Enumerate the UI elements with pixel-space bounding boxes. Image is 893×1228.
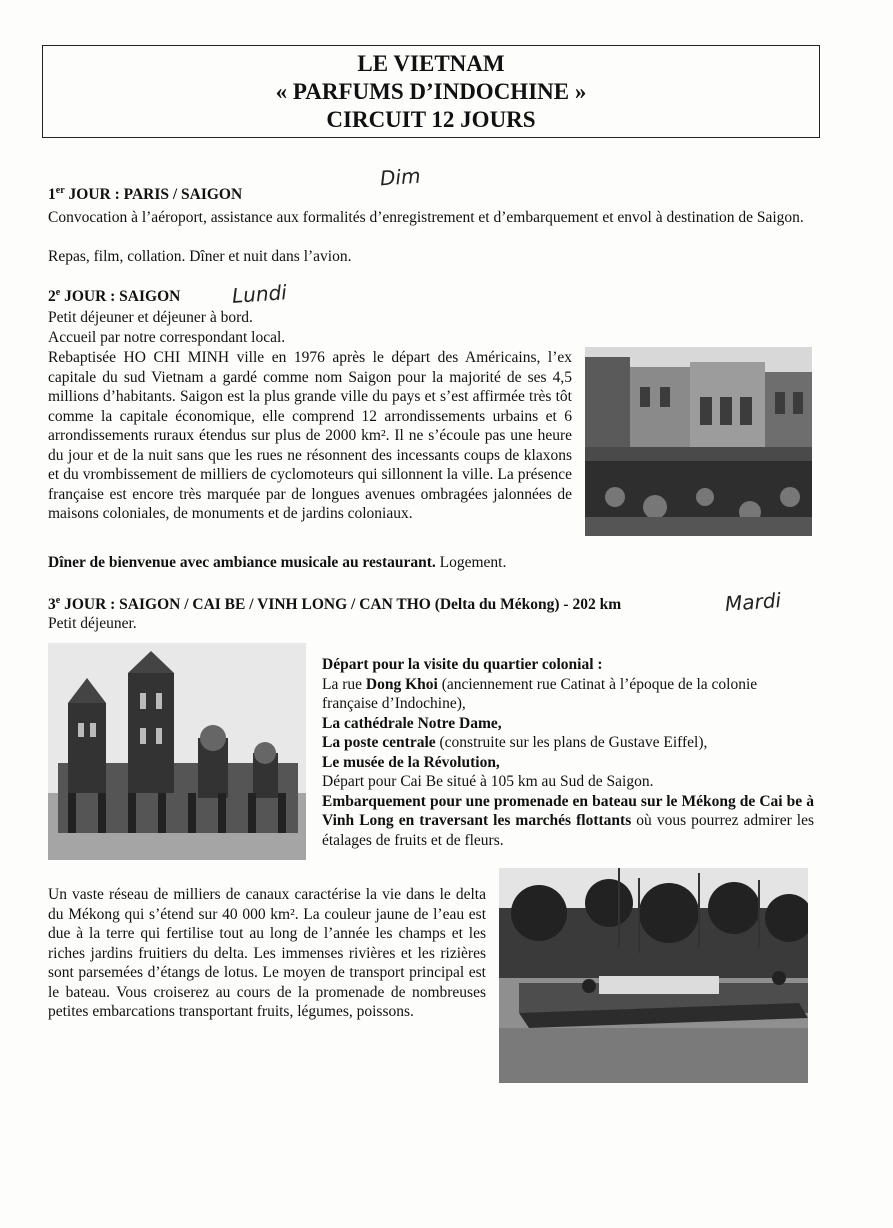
day3-visit-block [322, 655, 814, 850]
day2-line-1: Petit déjeuner et déjeuner à bord. [48, 309, 253, 326]
day3-heading-text: JOUR : SAIGON / CAI BE / VINH LONG / CAN THO (Delta du Mékong) - 202 km [60, 596, 622, 613]
day2-heading-text: JOUR : SAIGON [60, 288, 181, 305]
day1-paragraph-2: Repas, film, collation. Dîner et nuit dans l’avion. [48, 248, 352, 265]
day3-poste [322, 733, 814, 753]
day2-line-2: Accueil par notre correspondant local. [48, 329, 286, 346]
day1-heading-text: JOUR : PARIS / SAIGON [64, 186, 243, 203]
day3-depart-title [322, 655, 814, 675]
day2-dinner [48, 553, 608, 573]
day1-number: 1 [48, 186, 56, 203]
day2-dinner-rest: Logement. [435, 554, 507, 571]
handwritten-note-day2: Lundi [231, 280, 288, 308]
day3-cathedrale [322, 714, 814, 734]
rue-bold: Dong Khoi [365, 675, 438, 693]
rue-rest: (anciennement rue Catinat à l’époque de la colonie française d’Indochine), [322, 675, 758, 712]
day3-depart-caibe: Départ pour Cai Be situé à 105 km au Sud de Saigon. [322, 773, 654, 790]
day3-embarquement [322, 792, 814, 851]
day3-sup: e [55, 594, 61, 606]
day2-number: 2 [48, 288, 56, 305]
cathedral-photo [48, 643, 306, 860]
day2-heading [48, 288, 180, 306]
day3-musee [322, 753, 814, 773]
day2-paragraph: Rebaptisée HO CHI MINH ville en 1976 après le départ des Américains, l’ex capitale du sud Vietnam a gardé comme nom Saigon pour la majorité de ses 4,5 millions d’habitants. Saigon est la plus grande ville du pays et s’est affirmée très tôt comme la capitale économique, elle comprend 12 arrondissements urbains et 6 arrondissements ruraux étendus sur plus de 2000 km². Il ne s’écoule pas une heure du jour et de la nuit sans que les rues ne résonnent des incessants coups de klaxons et du vrombissement de milliers de cyclomoteurs qui sillonnent la ville. La présence française est encore très marquée par de longues avenues ombragées jalonnées de maisons coloniales, de monuments et de jardins coloniaux. [48, 349, 572, 522]
title-line-2: « PARFUMS D’INDOCHINE » [275, 79, 587, 104]
mekong-river-photo [499, 868, 808, 1083]
day3-heading [48, 596, 621, 614]
cathedrale-text: La cathédrale Notre Dame, [322, 714, 502, 732]
musee-text: Le musée de la Révolution, [322, 753, 500, 771]
day1-heading [48, 186, 242, 204]
handwritten-note-day1: Dim [379, 163, 422, 191]
embark-bold: Embarquement pour une promenade en bateau sur le Mékong de Cai be à Vinh Long en traversant les marchés flottants [322, 792, 814, 829]
title-line-1: LE VIETNAM [357, 51, 505, 76]
day3-breakfast: Petit déjeuner. [48, 615, 137, 632]
title-line-3: CIRCUIT 12 JOURS [326, 107, 536, 132]
day1-sup: er [55, 184, 65, 196]
saigon-street-photo [585, 347, 812, 536]
embark-rest: où vous pourrez admirer les étalages de fruits et de fleurs. [322, 812, 814, 849]
poste-rest: (construite sur les plans de Gustave Eiffel), [435, 734, 708, 751]
day1-paragraph-1: Convocation à l’aéroport, assistance aux formalités d’enregistrement et d’embarquement et envol à destination de Saigon. [48, 209, 804, 226]
rue-pre: La rue [322, 675, 366, 693]
day3-rue-dong-khoi [322, 675, 814, 714]
depart-title-text: Départ pour la visite du quartier colonial : [322, 656, 603, 673]
day2-sup: e [55, 286, 61, 298]
handwritten-note-day3: Mardi [724, 588, 782, 616]
poste-bold: La poste centrale [322, 734, 436, 751]
day2-dinner-bold: Dîner de bienvenue avec ambiance musicale au restaurant. [48, 554, 436, 571]
day3-delta-paragraph: Un vaste réseau de milliers de canaux caractérise la vie dans le delta du Mékong qui s’étend sur 40 000 km². La couleur jaune de l’eau est due à la terre qui fertilise tout au long de l’année les champs et les riches jardins fruitiers du delta. Les immenses rivières et les rizières sont parsemées d’étangs de lotus. Le moyen de transport principal est le bateau. Vous croiserez au cours de la promenade de nombreuses petites embarcations transportant fruits, légumes, poissons. [48, 886, 486, 1020]
title-box [42, 45, 820, 138]
day3-number: 3 [48, 596, 56, 613]
